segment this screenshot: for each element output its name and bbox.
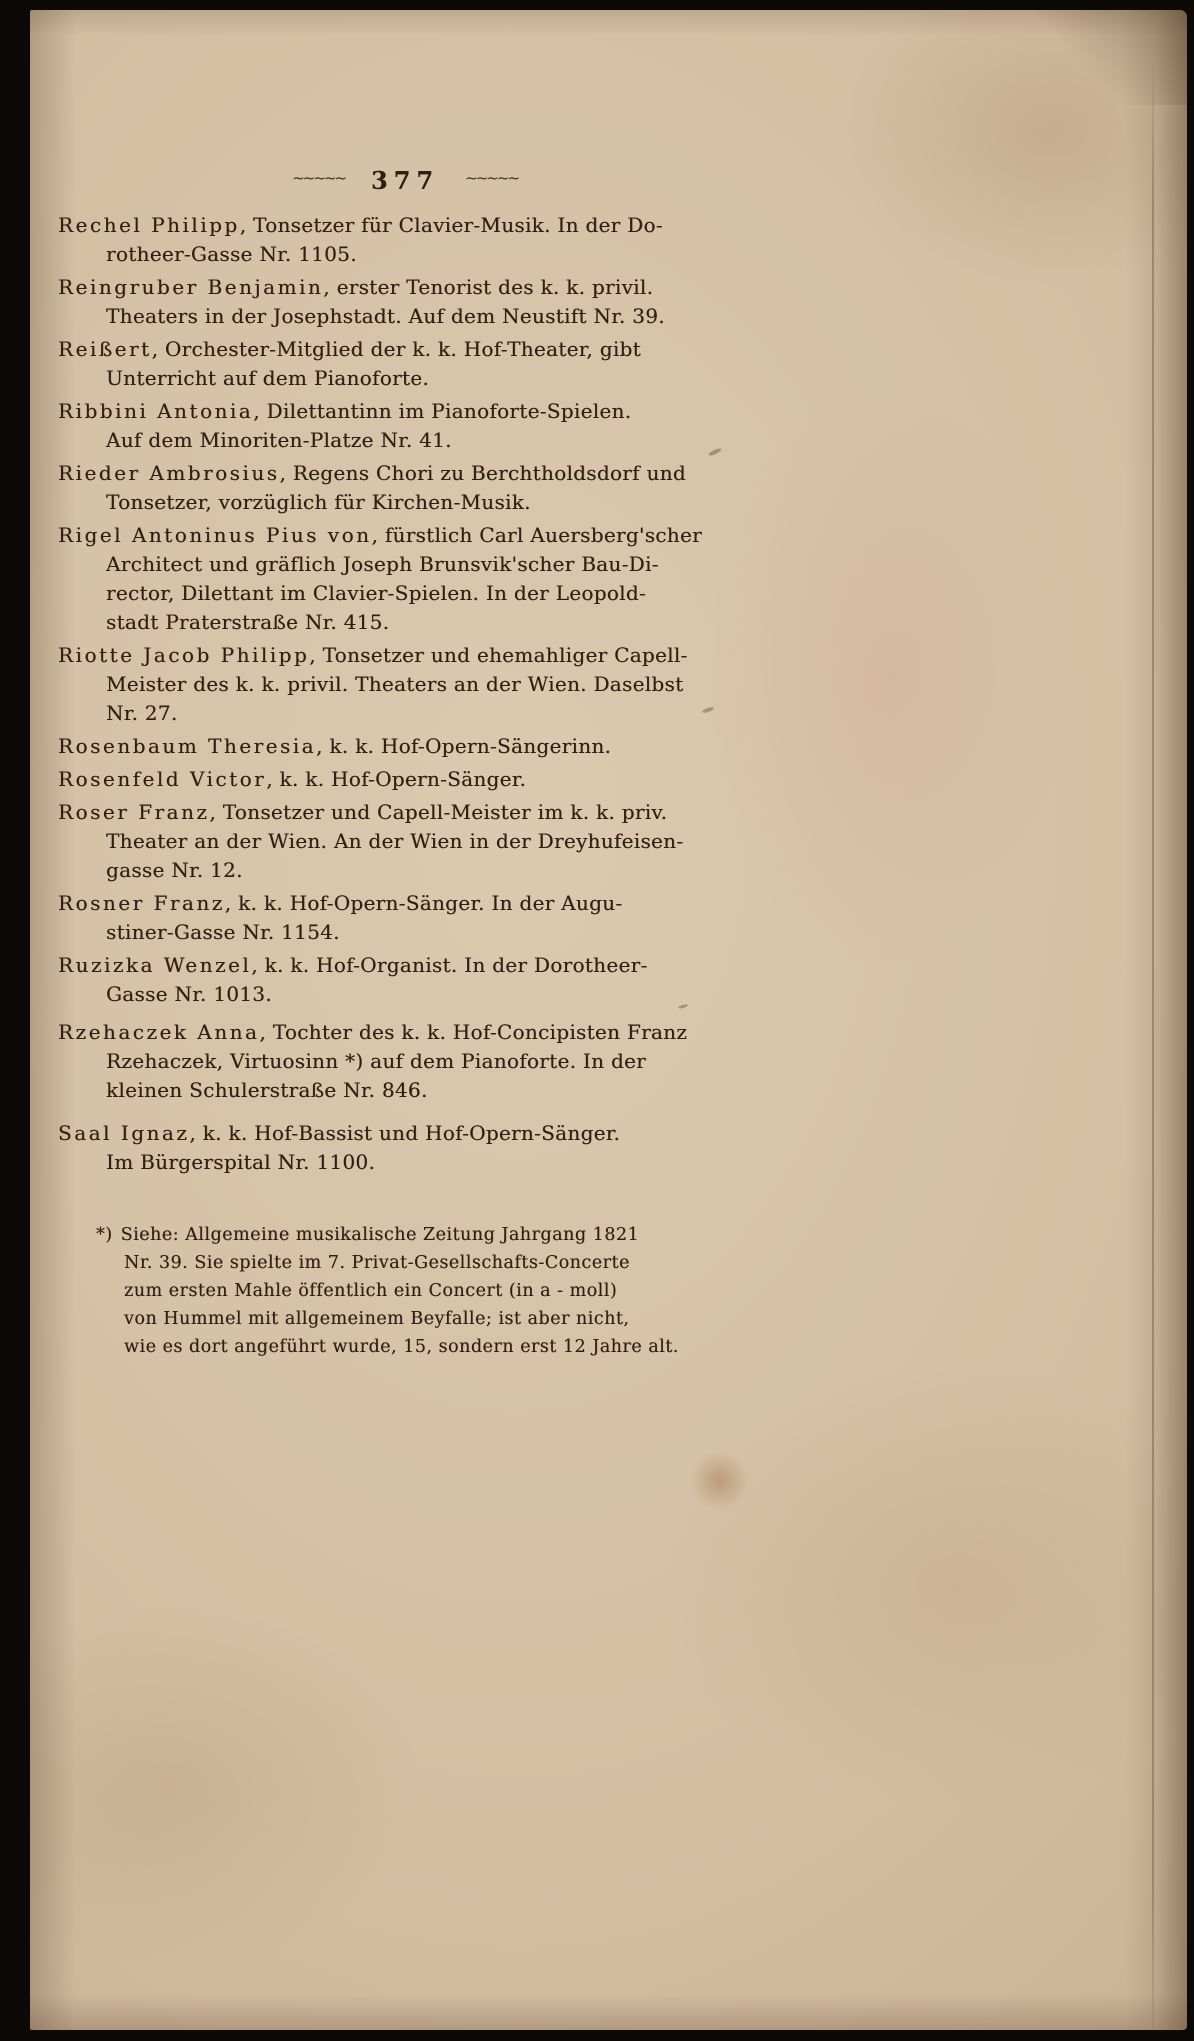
directory-entry	[58, 521, 752, 637]
page-edge-line	[1152, 56, 1154, 2030]
entry-line: Rzehaczek, Virtuosinn *) auf dem Pianoforte. In der	[106, 1049, 647, 1073]
footnote-text: Siehe: Allgemeine musikalische Zeitung Jahrgang 1821	[120, 1225, 640, 1245]
directory-entry	[58, 211, 752, 269]
entry-name: Saal Ignaz	[58, 1121, 190, 1145]
entry-line	[58, 1119, 752, 1148]
entry-name: Rosner Franz	[58, 891, 225, 915]
entry-text: , Dilettantinn im Pianoforte-Spielen.	[253, 399, 632, 423]
entry-text: , Tonsetzer und Capell-Meister im k. k. priv.	[209, 800, 668, 824]
footnote-line: von Hummel mit allgemeinem Beyfalle; ist aber nicht,	[124, 1309, 630, 1329]
directory-entry	[58, 641, 752, 728]
entry-name: Reißert	[58, 337, 152, 361]
directory-entry	[58, 798, 752, 885]
entry-name: Rechel Philipp	[58, 213, 240, 237]
entry-text: , Orchester-Mitglied der k. k. Hof-Theater, gibt	[151, 337, 641, 361]
footnote-line	[96, 1221, 716, 1249]
entry-line	[58, 1018, 752, 1047]
directory-entry	[58, 273, 752, 331]
entry-line	[58, 335, 752, 364]
entry-line	[58, 273, 752, 302]
entry-line	[58, 732, 752, 761]
directory-entry	[58, 397, 752, 455]
entry-line: Gasse Nr. 1013.	[106, 982, 272, 1006]
entry-line: stadt Praterstraße Nr. 415.	[106, 610, 390, 634]
page-header	[58, 166, 752, 195]
entry-name: Rzehaczek Anna	[58, 1020, 260, 1044]
directory-entries	[58, 211, 752, 1177]
entry-text: , k. k. Hof-Organist. In der Dorotheer-	[251, 953, 648, 977]
entry-line: Theater an der Wien. An der Wien in der Dreyhufeisen-	[106, 829, 684, 853]
entry-line: Nr. 27.	[106, 701, 178, 725]
entry-name: Ribbini Antonia	[58, 399, 254, 423]
footnote-line: zum ersten Mahle öffentlich ein Concert (in a - moll)	[124, 1281, 618, 1301]
squiggle-ornament-left: ~~~~~	[292, 168, 345, 187]
entry-line	[58, 397, 752, 426]
entry-text: , k. k. Hof-Opern-Sänger. In der Augu-	[224, 891, 623, 915]
entry-text: , erster Tenorist des k. k. privil.	[323, 275, 654, 299]
entry-line: kleinen Schulerstraße Nr. 846.	[106, 1078, 428, 1102]
entry-line	[58, 459, 752, 488]
footnote-marker: *)	[96, 1225, 113, 1245]
footnote-line: wie es dort angeführt wurde, 15, sondern erst 12 Jahre alt.	[124, 1337, 679, 1357]
entry-name: Ruzizka Wenzel	[58, 953, 252, 977]
entry-line: Unterricht auf dem Pianoforte.	[106, 366, 430, 390]
entry-name: Rosenfeld Victor	[58, 767, 267, 791]
directory-entry	[58, 889, 752, 947]
entry-line	[58, 521, 752, 550]
directory-entry	[58, 951, 752, 1009]
entry-text: , Tonsetzer und ehemahliger Capell-	[309, 643, 688, 667]
entry-line: rector, Dilettant im Clavier-Spielen. In der Leopold-	[106, 581, 647, 605]
entry-line	[58, 798, 752, 827]
entry-line: Im Bürgerspital Nr. 1100.	[106, 1150, 376, 1174]
directory-entry	[58, 1018, 752, 1105]
entry-line	[58, 641, 752, 670]
entry-text: , k. k. Hof-Opern-Sängerinn.	[316, 734, 612, 758]
entry-line: Tonsetzer, vorzüglich für Kirchen-Musik.	[106, 490, 531, 514]
footnote	[96, 1221, 716, 1361]
entry-line	[58, 211, 752, 240]
entry-line: Theaters in der Josephstadt. Auf dem Neustift Nr. 39.	[106, 304, 665, 328]
corner-shade	[1037, 10, 1187, 105]
entry-line: Architect und gräflich Joseph Brunsvik'scher Bau-Di-	[106, 552, 659, 576]
entry-line: rotheer-Gasse Nr. 1105.	[106, 242, 357, 266]
entry-text: , Tonsetzer für Clavier-Musik. In der Do-	[239, 213, 663, 237]
entry-line	[58, 889, 752, 918]
page-number: 377	[370, 166, 440, 195]
entry-line	[58, 951, 752, 980]
entry-text: , fürstlich Carl Auersberg'scher	[371, 523, 702, 547]
directory-entry	[58, 459, 752, 517]
directory-entry	[58, 1119, 752, 1177]
entry-name: Roser Franz	[58, 800, 210, 824]
entry-text: , Regens Chori zu Berchtholdsdorf und	[279, 461, 686, 485]
footnote-line: Nr. 39. Sie spielte im 7. Privat-Gesellschafts-Concerte	[124, 1253, 630, 1273]
entry-text: , Tochter des k. k. Hof-Concipisten Franz	[259, 1020, 688, 1044]
entry-name: Riotte Jacob Philipp	[58, 643, 310, 667]
entry-text: , k. k. Hof-Bassist und Hof-Opern-Sänger.	[189, 1121, 621, 1145]
squiggle-ornament-right: ~~~~~	[465, 168, 518, 187]
entry-line	[58, 765, 752, 794]
entry-name: Rosenbaum Theresia	[58, 734, 317, 758]
entry-name: Rigel Antoninus Pius von	[58, 523, 372, 547]
directory-entry	[58, 765, 752, 794]
directory-entry	[58, 335, 752, 393]
entry-name: Rieder Ambrosius	[58, 461, 280, 485]
entry-name: Reingruber Benjamin	[58, 275, 324, 299]
entry-line: Auf dem Minoriten-Platze Nr. 41.	[106, 428, 452, 452]
page-content	[58, 10, 752, 1361]
page-paper	[30, 10, 1187, 2030]
directory-entry	[58, 732, 752, 761]
entry-text: , k. k. Hof-Opern-Sänger.	[266, 767, 527, 791]
entry-line: gasse Nr. 12.	[106, 858, 243, 882]
entry-line: stiner-Gasse Nr. 1154.	[106, 920, 340, 944]
entry-line: Meister des k. k. privil. Theaters an der Wien. Daselbst	[106, 672, 684, 696]
